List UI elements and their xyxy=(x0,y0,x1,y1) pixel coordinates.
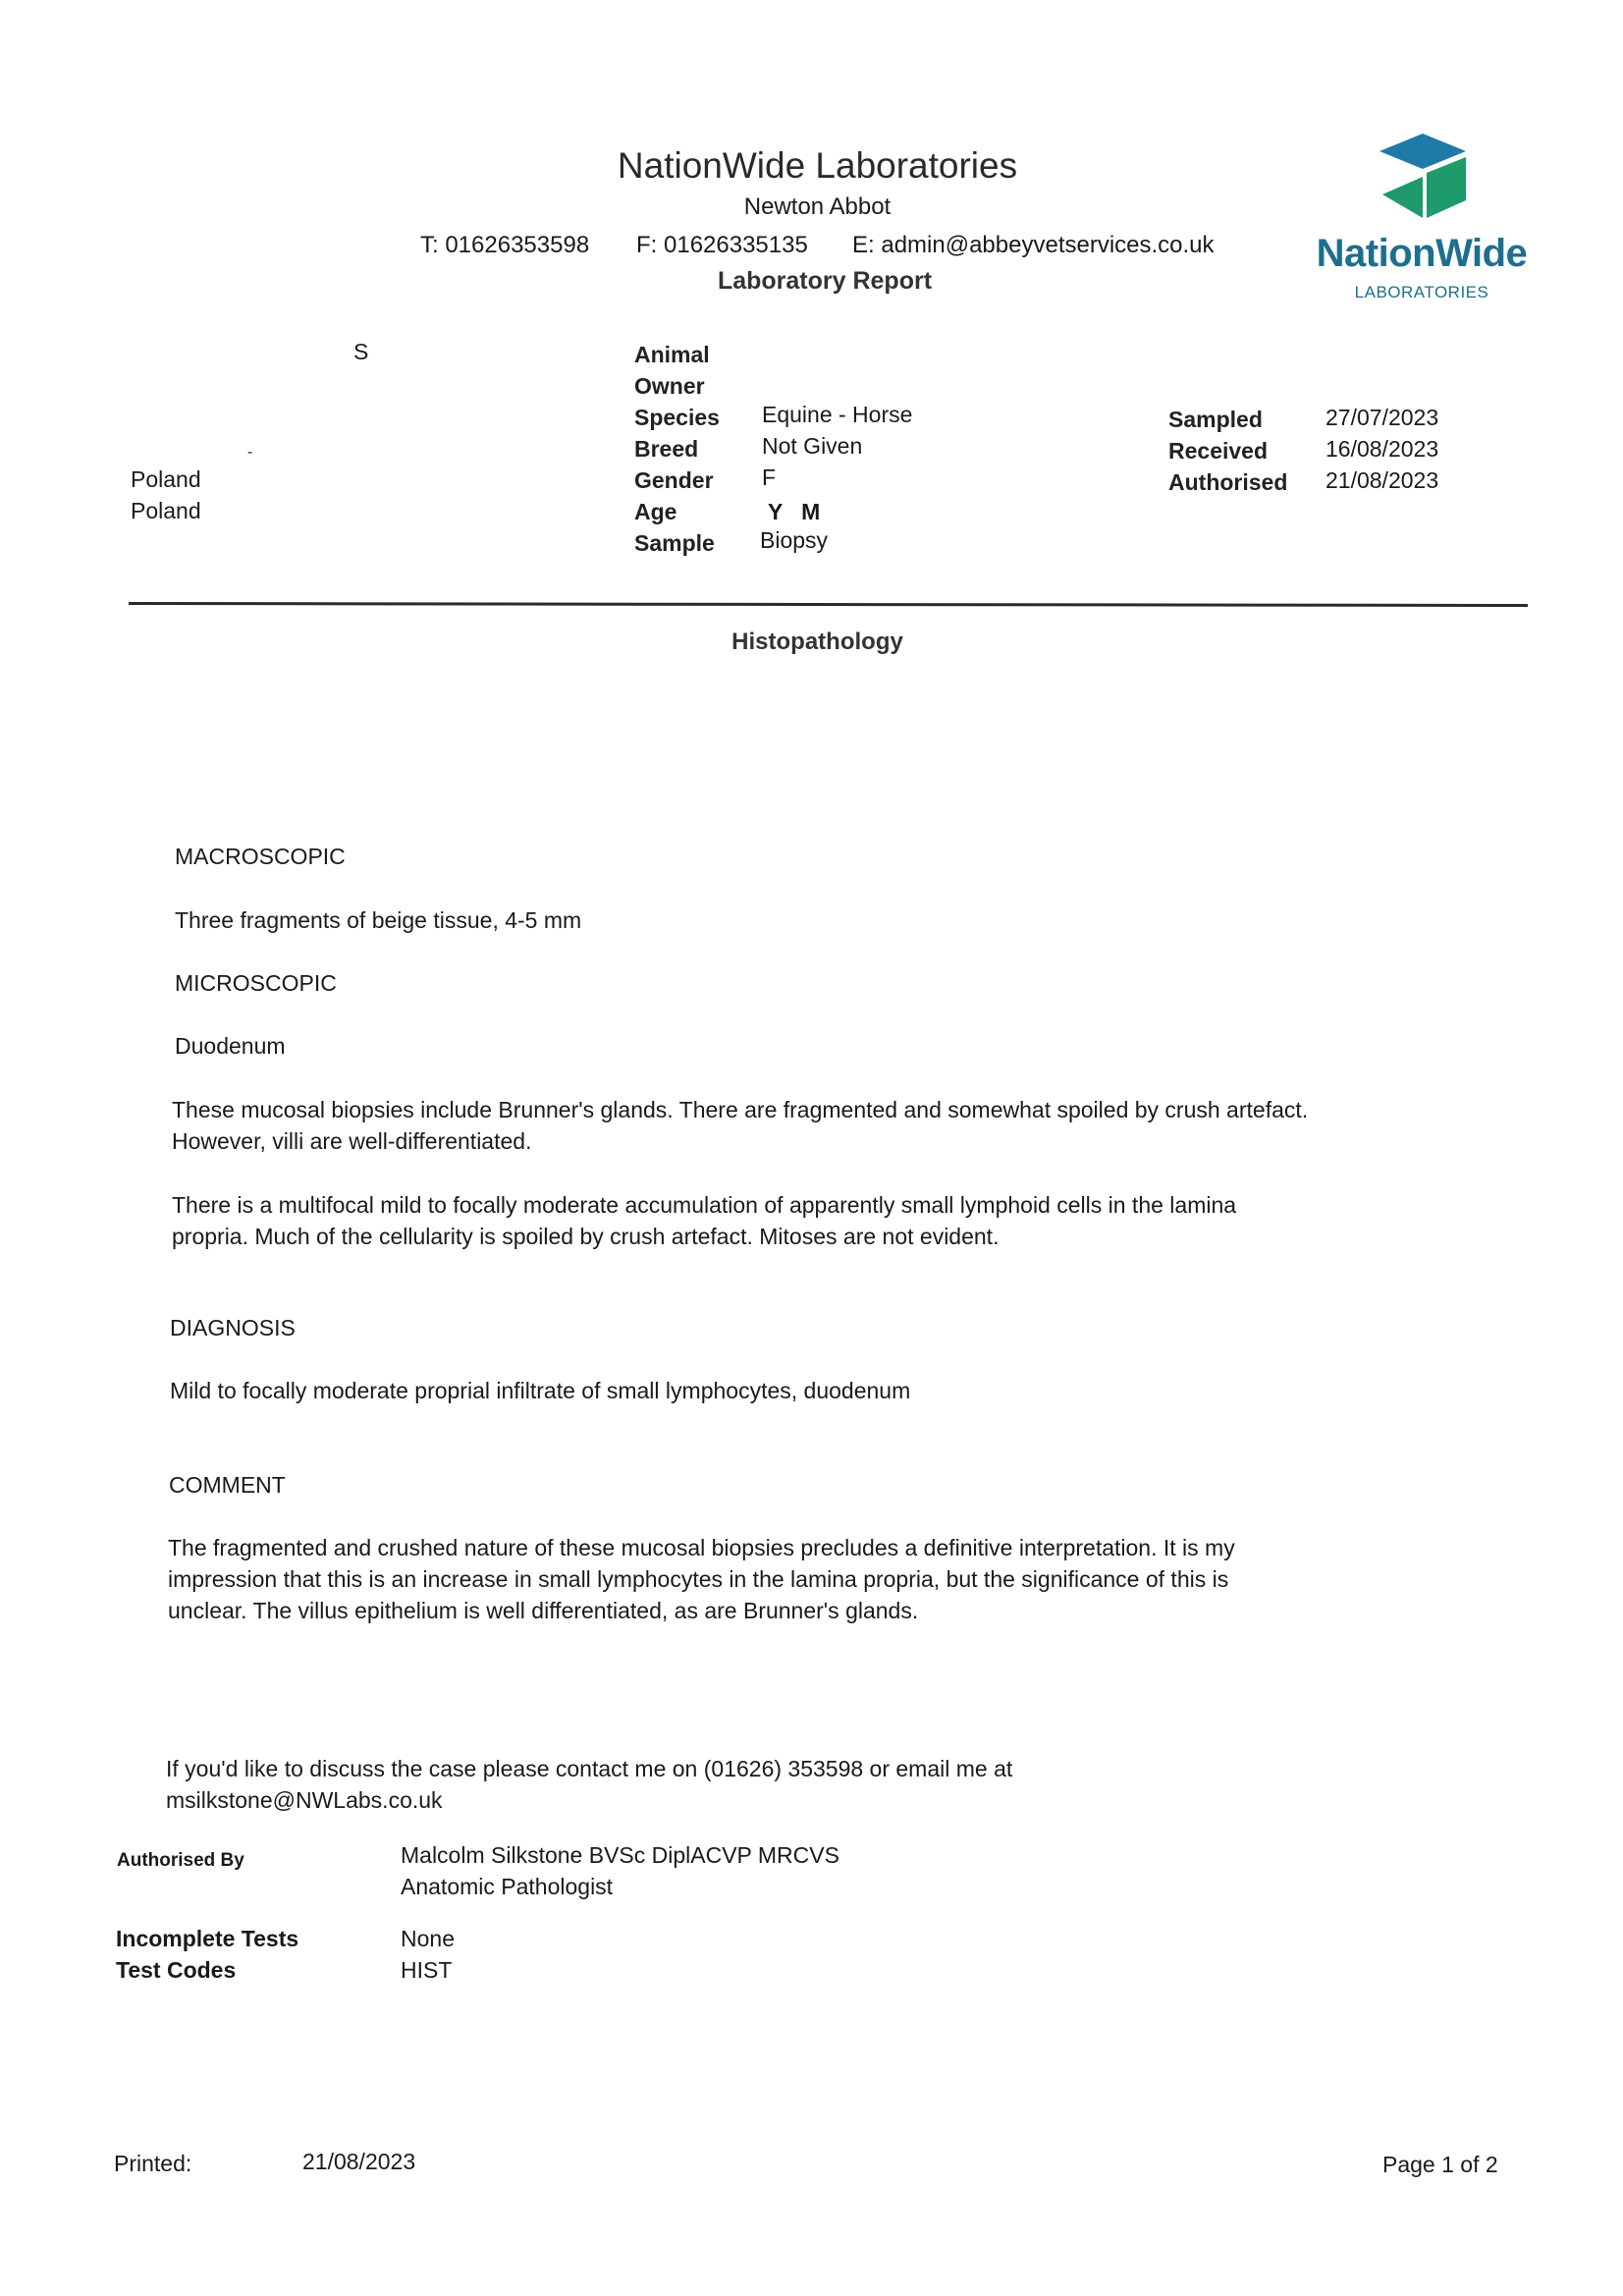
macroscopic-text: Three fragments of beige tissue, 4-5 mm xyxy=(175,907,582,933)
logo-subtitle: LABORATORIES xyxy=(1354,283,1489,301)
lab-phone: T: 01626353598 xyxy=(420,232,590,258)
age-label: Age xyxy=(634,499,677,524)
comment-heading: COMMENT xyxy=(169,1472,286,1498)
received-date: 16/08/2023 xyxy=(1325,436,1439,462)
microscopic-heading: MICROSCOPIC xyxy=(175,970,337,996)
sampled-label: Sampled xyxy=(1168,407,1263,432)
client-country-2: Poland xyxy=(131,498,201,523)
sample-label: Sample xyxy=(634,530,715,556)
client-dash: - xyxy=(247,444,253,461)
page-indicator: Page 1 of 2 xyxy=(1382,2152,1498,2177)
lab-name: NationWide Laboratories xyxy=(617,145,1018,186)
gender-label: Gender xyxy=(634,467,714,493)
microscopic-paragraph-2-line-1: There is a multifocal mild to focally moderate accumulation of apparently small lymphoid cells in the lamina xyxy=(172,1192,1237,1218)
lab-fax: F: 01626335135 xyxy=(636,232,808,258)
client-country-1: Poland xyxy=(131,466,201,492)
macroscopic-heading: MACROSCOPIC xyxy=(175,844,346,869)
logo-wordmark: NationWide xyxy=(1316,232,1528,275)
diagnosis-heading: DIAGNOSIS xyxy=(170,1315,296,1340)
authorised-label: Authorised xyxy=(1168,469,1288,495)
microscopic-paragraph-1-line-2: However, villi are well-differentiated. xyxy=(172,1128,532,1154)
species-value: Equine - Horse xyxy=(762,402,913,427)
received-label: Received xyxy=(1168,438,1269,464)
microscopic-paragraph-1-line-1: These mucosal biopsies include Brunner's glands. There are fragmented and somewhat spoiled by crush artefact. xyxy=(172,1097,1309,1122)
sampled-date: 27/07/2023 xyxy=(1325,405,1439,430)
cube-right-face xyxy=(1427,157,1466,218)
comment-line-2: impression that this is an increase in small lymphocytes in the lamina propria, but the significance of this is xyxy=(168,1566,1229,1592)
age-value: Y M xyxy=(768,499,821,524)
printed-label: Printed: xyxy=(114,2151,192,2176)
lab-town: Newton Abbot xyxy=(743,193,892,220)
authorised-date: 21/08/2023 xyxy=(1325,467,1439,493)
printed-date: 21/08/2023 xyxy=(302,2149,416,2174)
contact-note-line-1: If you'd like to discuss the case please contact me on (01626) 353598 or email me at xyxy=(166,1756,1013,1781)
breed-value: Not Given xyxy=(762,433,863,459)
test-codes-label: Test Codes xyxy=(116,1957,237,1983)
authorised-by-role: Anatomic Pathologist xyxy=(401,1874,614,1899)
diagnosis-text: Mild to focally moderate proprial infiltrate of small lymphocytes, duodenum xyxy=(170,1378,911,1403)
owner-label: Owner xyxy=(634,373,705,399)
authorised-by-name: Malcolm Silkstone BVSc DiplACVP MRCVS xyxy=(401,1842,839,1868)
microscopic-site: Duodenum xyxy=(175,1033,286,1059)
section-title: Histopathology xyxy=(731,629,903,655)
contact-email-link[interactable]: msilkstone@NWLabs.co.uk xyxy=(166,1787,443,1813)
microscopic-paragraph-2-line-2: propria. Much of the cellularity is spoiled by crush artefact. Mitoses are not evident. xyxy=(172,1224,1000,1249)
client-name: S xyxy=(353,339,369,364)
report-title: Laboratory Report xyxy=(717,267,933,295)
cube-left-face xyxy=(1382,177,1423,218)
gender-value: F xyxy=(762,465,777,490)
test-codes-value: HIST xyxy=(401,1957,453,1983)
comment-line-3: unclear. The villus epithelium is well differentiated, as are Brunner's glands. xyxy=(168,1598,919,1623)
lab-email: E: admin@abbeyvetservices.co.uk xyxy=(852,232,1215,258)
species-label: Species xyxy=(634,405,720,430)
authorised-by-label: Authorised By xyxy=(117,1850,244,1871)
cube-logo-icon xyxy=(1378,134,1468,224)
sample-value: Biopsy xyxy=(760,527,829,553)
animal-label: Animal xyxy=(634,342,710,367)
company-logo xyxy=(1294,134,1549,310)
header-divider xyxy=(129,602,1528,607)
comment-line-1: The fragmented and crushed nature of these mucosal biopsies precludes a definitive interpretation. It is my xyxy=(168,1535,1235,1560)
breed-label: Breed xyxy=(634,436,699,462)
incomplete-tests-label: Incomplete Tests xyxy=(116,1926,299,1951)
incomplete-tests-value: None xyxy=(401,1926,455,1951)
